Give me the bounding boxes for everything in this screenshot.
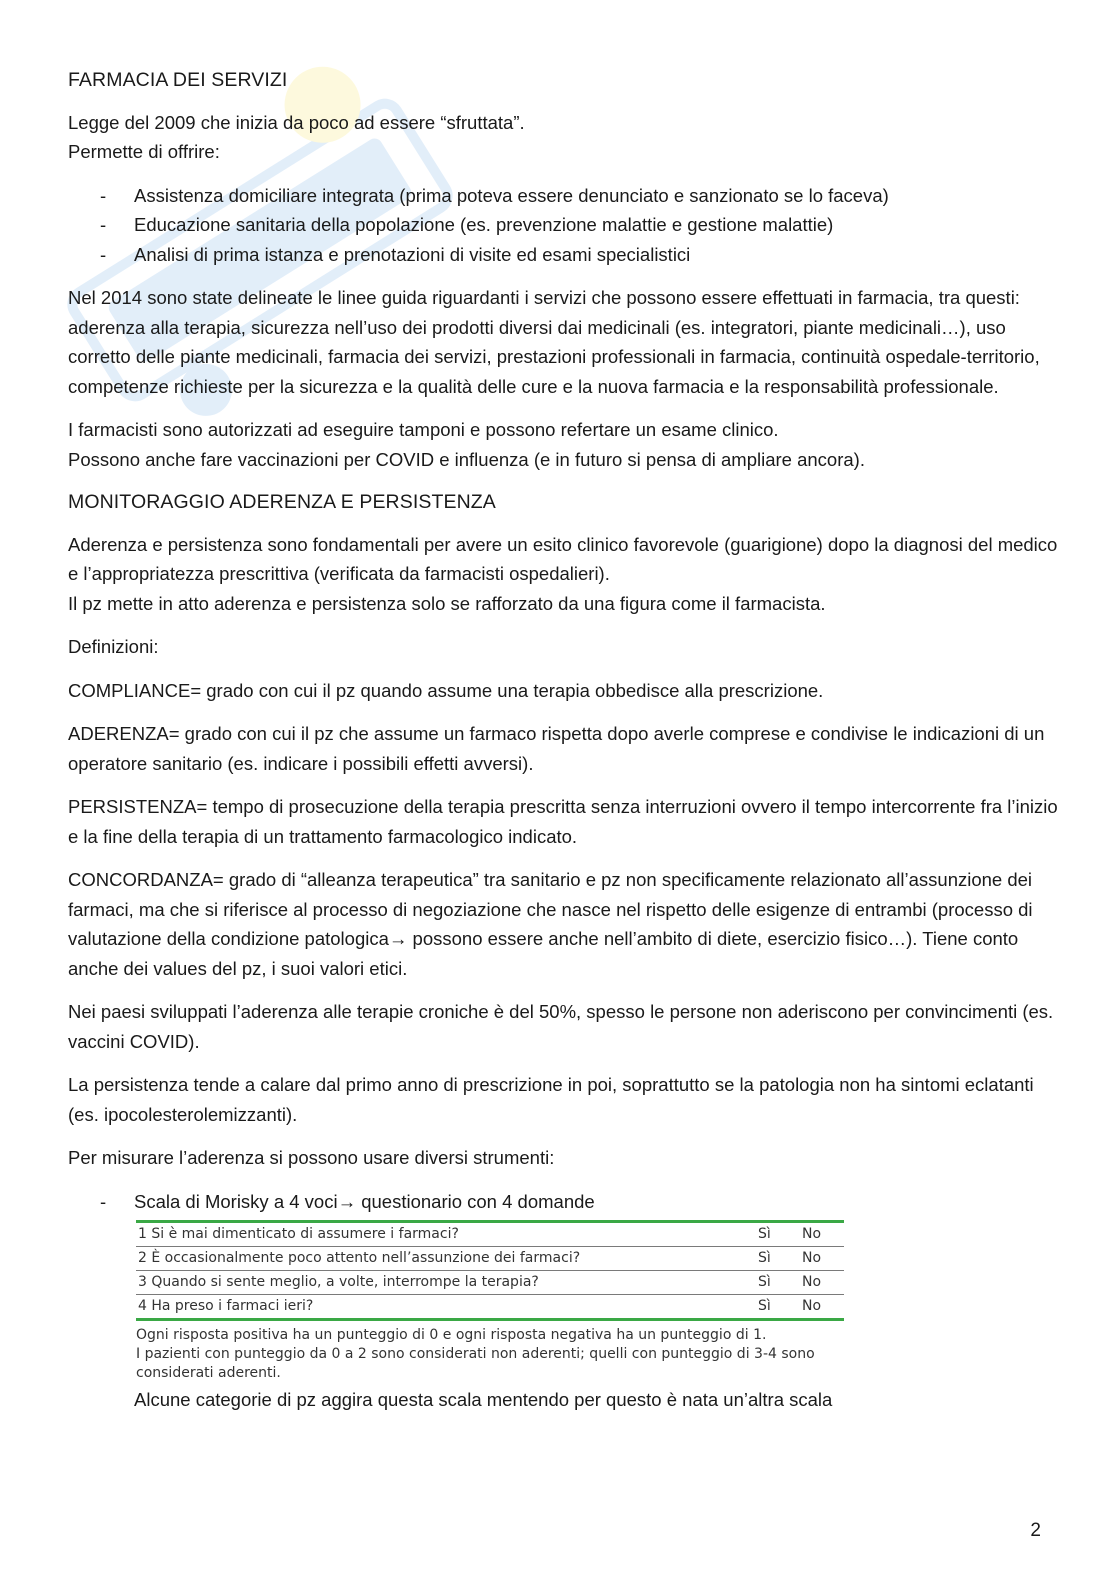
yes-cell: Sì <box>756 1295 800 1320</box>
table-note-line-1: Ogni risposta positiva ha un punteggio di 0 e ogni risposta negativa ha un punteggio di 1. <box>136 1327 767 1343</box>
list-item: - Educazione sanitaria della popolazione (es. prevenzione malattie e gestione malattie) <box>68 210 1058 240</box>
paragraph-2014: Nel 2014 sono state delineate le linee guida riguardanti i servizi che possono essere effettuati in farmacia, tra questi: aderenza alla terapia, sicurezza nell’uso dei prodotti diversi dai medicinali (es. integratori, piante medicinali…), uso corretto delle piante medicinali, farmacia dei servizi, prestazioni professionali in farmacia, continuità ospedale-territorio, competenze richieste per la sicurezza e la qualità delle cure e la nuova farmacia e la responsabilità professionale. <box>68 287 1040 397</box>
paragraph-aderenza <box>68 530 1058 619</box>
tamponi-line-1: I farmacisti sono autorizzati ad eseguire tamponi e possono refertare un esame clinico. <box>68 419 779 440</box>
morisky-table-figure <box>136 1220 844 1383</box>
tools-list <box>68 1187 1058 1217</box>
question-cell: 2 È occasionalmente poco attento nell’assunzione dei farmaci? <box>136 1247 756 1271</box>
yes-cell: Sì <box>756 1271 800 1295</box>
no-cell: No <box>802 1226 822 1242</box>
morisky-table <box>136 1220 844 1321</box>
no-cell: No <box>800 1295 844 1320</box>
document-page <box>68 66 1058 1415</box>
yes-cell: Sì <box>756 1247 800 1271</box>
table-note <box>136 1326 844 1383</box>
question-cell: 1 Si è mai dimenticato di assumere i farmaci? <box>138 1226 459 1242</box>
page-number: 2 <box>1030 1520 1041 1541</box>
intro-line-1: Legge del 2009 che inizia da poco ad essere “sfruttata”. <box>68 111 525 133</box>
intro-paragraph <box>68 108 1058 167</box>
definition-aderenza: ADERENZA= grado con cui il pz che assume un farmaco rispetta dopo averle comprese e condivise le indicazioni di un operatore sanitario (es. indicare i possibili effetti avversi). <box>68 723 1045 774</box>
question-cell: 4 Ha preso i farmaci ieri? <box>136 1295 756 1320</box>
definizioni-label: Definizioni: <box>68 636 159 657</box>
intro-line-2: Permette di offrire: <box>68 141 220 162</box>
yes-cell: Sì <box>758 1226 771 1242</box>
definition-compliance: COMPLIANCE= grado con cui il pz quando assume una terapia obbedisce alla prescrizione. <box>68 679 824 701</box>
paragraph-paesi: Nei paesi sviluppati l’aderenza alle terapie croniche è del 50%, spesso le persone non aderiscono per convincimenti (es. vaccini COVID). <box>68 1001 1054 1052</box>
list-item: - Analisi di prima istanza e prenotazioni di visite ed esami specialistici <box>68 240 1058 270</box>
table-row <box>136 1222 844 1247</box>
list-item: - Assistenza domiciliare integrata (prima poteva essere denunciato e sanzionato se lo faceva) <box>68 181 1058 211</box>
definition-persistenza: PERSISTENZA= tempo di prosecuzione della terapia prescritta senza interruzioni ovvero il tempo intercorrente fra l’inizio e la fine della terapia di un trattamento farmacologico indicato. <box>68 796 1058 847</box>
tamponi-line-2: Possono anche fare vaccinazioni per COVID e influenza (e in futuro si pensa di ampliare ancora). <box>68 448 865 470</box>
services-list <box>68 181 1058 270</box>
aderenza-line-1: Aderenza e persistenza sono fondamentali per avere un esito clinico favorevole (guarigione) dopo la diagnosi del medico e l’appropriatezza prescrittiva (verificata da farmacisti ospedalieri). <box>68 533 1058 584</box>
table-note-line-2: I pazienti con punteggio da 0 a 2 sono considerati non aderenti; quelli con punteggio di 3-4 sono considerati aderenti. <box>136 1346 815 1381</box>
section-title-monitoraggio: MONITORAGGIO ADERENZA E PERSISTENZA <box>68 491 496 513</box>
paragraph-misurare: Per misurare l’aderenza si possono usare diversi strumenti: <box>68 1147 555 1168</box>
no-cell: No <box>800 1271 844 1295</box>
definition-concordanza: CONCORDANZA= grado di “alleanza terapeutica” tra sanitario e pz non specificamente relazionato all’assunzione dei farmaci, ma che si riferisce al processo di negoziazione che nasce nel rispetto delle esigenze di entrambi (processo di valutazione della condizione patologica→ possono essere anche nell’ambito di diete, esercizio fisico…). Tiene conto anche dei values del pz, i suoi valori etici. <box>68 869 1033 979</box>
list-item: - Scala di Morisky a 4 voci→ questionario con 4 domande <box>68 1187 1058 1217</box>
section-title-farmacia: FARMACIA DEI SERVIZI <box>68 69 288 91</box>
no-cell: No <box>800 1247 844 1271</box>
aderenza-line-2: Il pz mette in atto aderenza e persistenza solo se rafforzato da una figura come il farmacista. <box>68 592 826 614</box>
table-row <box>136 1295 844 1320</box>
paragraph-persistenza: La persistenza tende a calare dal primo anno di prescrizione in poi, soprattutto se la patologia non ha sintomi eclatanti (es. ipocolesterolemizzanti). <box>68 1074 1034 1125</box>
paragraph-tamponi <box>68 415 1058 474</box>
question-cell: 3 Quando si sente meglio, a volte, interrompe la terapia? <box>136 1271 756 1295</box>
paragraph-after-table: Alcune categorie di pz aggira questa scala mentendo per questo è nata un’altra scala <box>134 1389 833 1410</box>
table-row <box>136 1247 844 1271</box>
table-row <box>136 1271 844 1295</box>
